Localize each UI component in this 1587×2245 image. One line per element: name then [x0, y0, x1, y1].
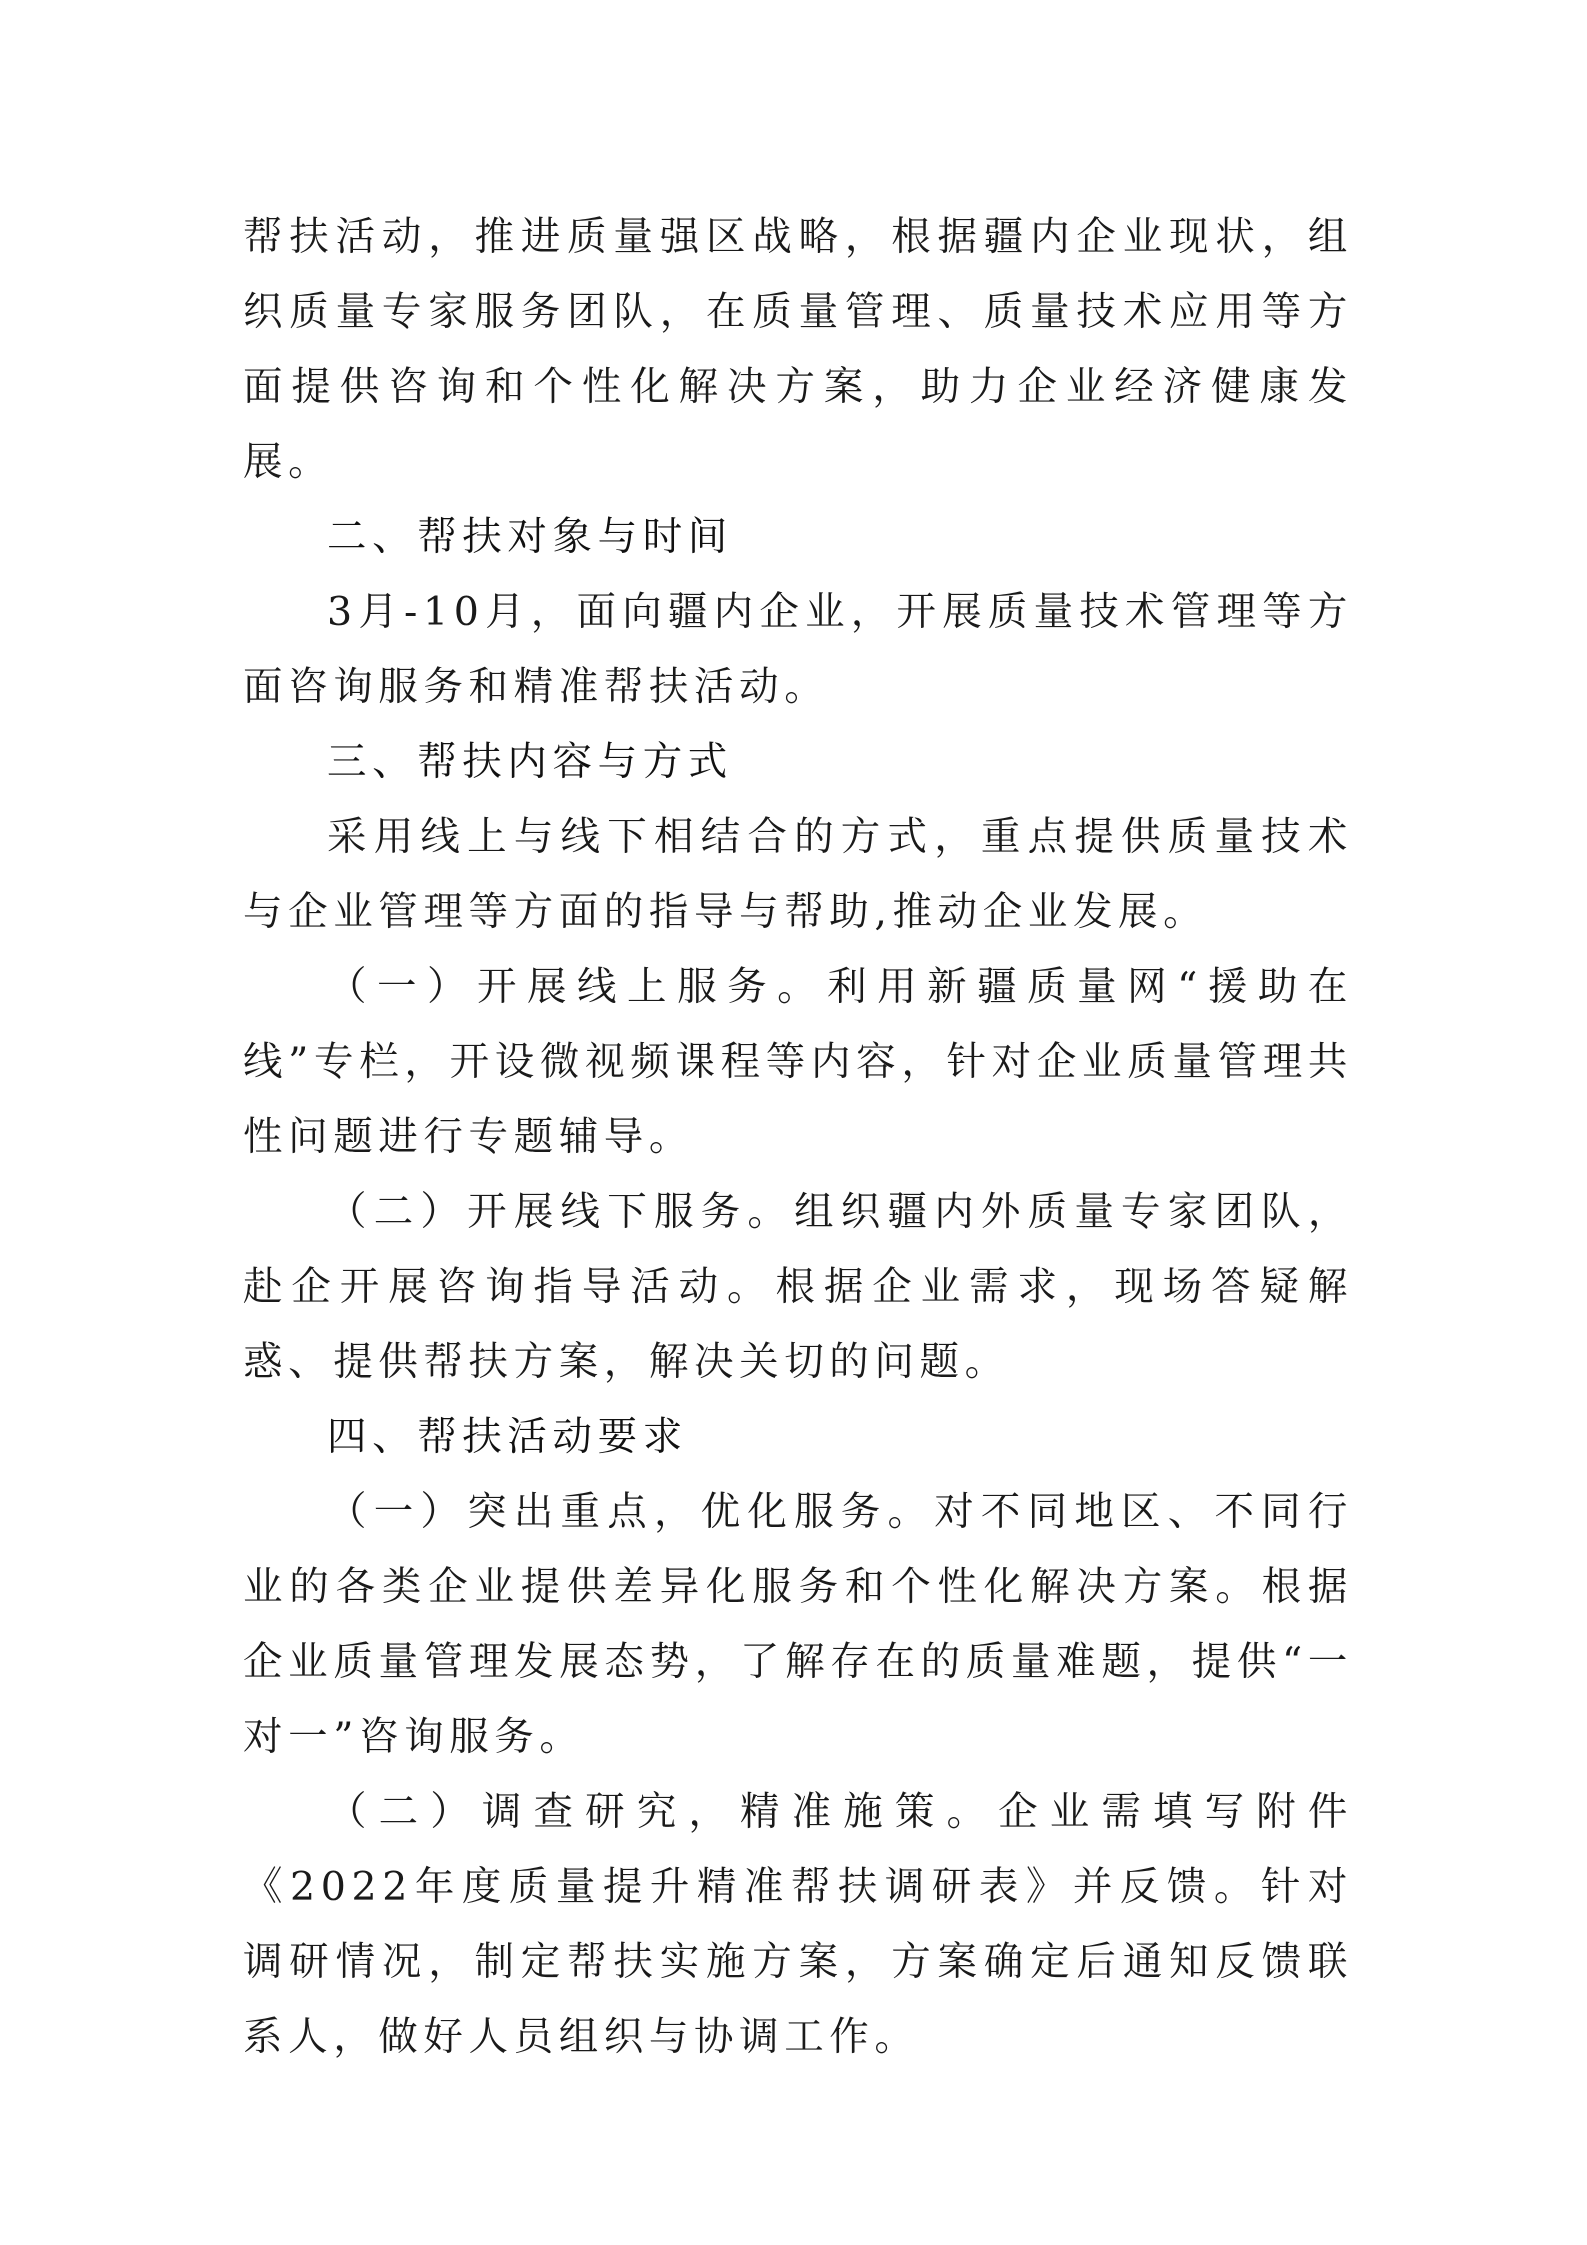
- section-heading-2: 二、帮扶对象与时间: [327, 514, 733, 560]
- paragraph-offline-service: （二）开展线下服务。组织疆内外质量专家团队，赴企开展咨询指导活动。根据企业需求，现场答疑解惑、提供帮扶方案，解决关切的问题。: [243, 1189, 1353, 1385]
- paragraph-online-service: （一）开展线上服务。利用新疆质量网“援助在线”专栏，开设微视频课程等内容，针对企业质量管理共性问题进行专题辅导。: [243, 964, 1353, 1160]
- paragraph-requirement-2: （二）调查研究，精准施策。企业需填写附件《2022年度质量提升精准帮扶调研表》并反馈。针对调研情况，制定帮扶实施方案，方案确定后通知反馈联系人，做好人员组织与协调工作。: [243, 1789, 1353, 2060]
- paragraph-intro-continuation: 帮扶活动，推进质量强区战略，根据疆内企业现状，组织质量专家服务团队，在质量管理、质量技术应用等方面提供咨询和个性化解决方案，助力企业经济健康发展。: [243, 214, 1353, 485]
- paragraph-requirement-1: （一）突出重点，优化服务。对不同地区、不同行业的各类企业提供差异化服务和个性化解决方案。根据企业质量管理发展态势，了解存在的质量难题，提供“一对一”咨询服务。: [243, 1489, 1353, 1760]
- section-heading-3: 三、帮扶内容与方式: [327, 739, 733, 785]
- document-body: [243, 200, 1353, 2075]
- section-heading-4: 四、帮扶活动要求: [327, 1414, 688, 1460]
- paragraph-content-method: 采用线上与线下相结合的方式，重点提供质量技术与企业管理等方面的指导与帮助,推动企业发展。: [243, 814, 1353, 935]
- paragraph-target-and-time: 3月-10月，面向疆内企业，开展质量技术管理等方面咨询服务和精准帮扶活动。: [243, 589, 1353, 710]
